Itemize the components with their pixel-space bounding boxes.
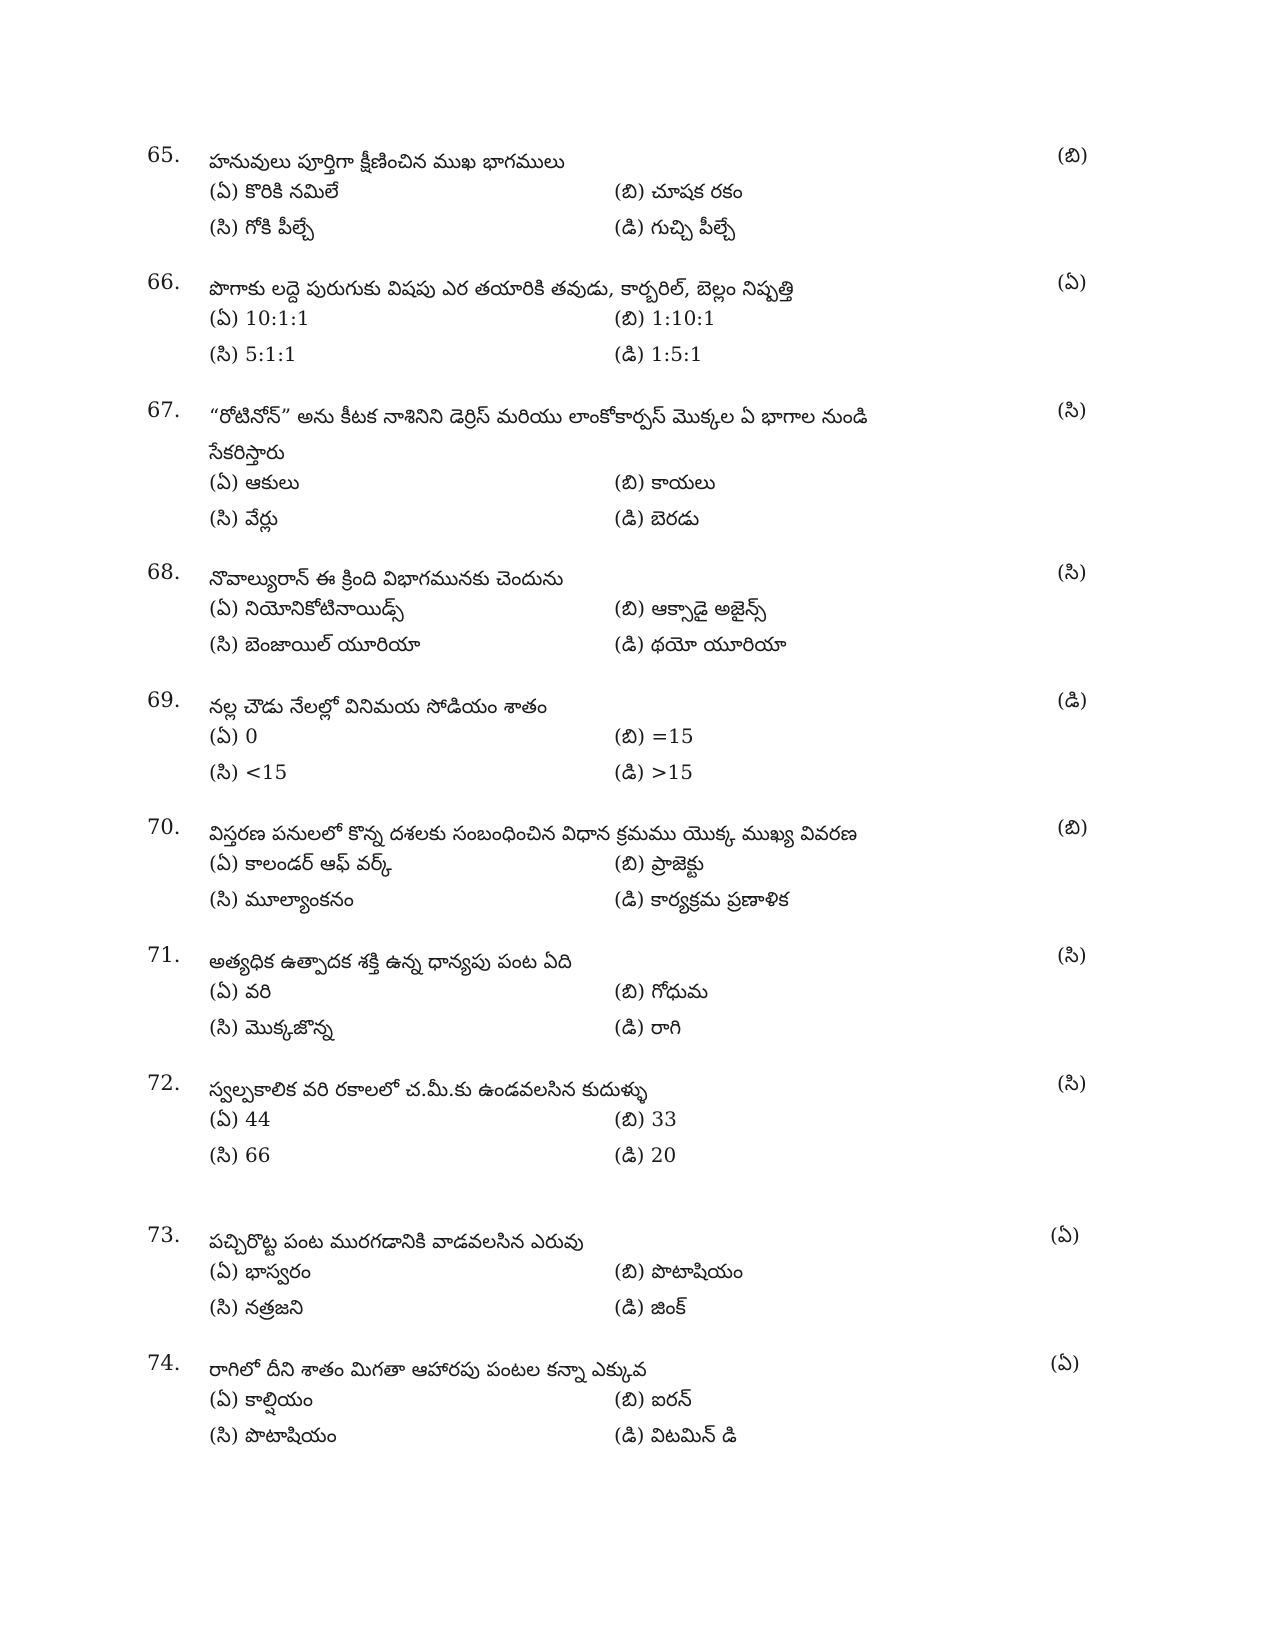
option-b: (బి) ఐరన్: [614, 1387, 692, 1411]
option-c: (సి) గోకి పీల్చే: [209, 215, 314, 239]
option-d: (డి) గుచ్చి పీల్చే: [614, 215, 736, 239]
option-b: (బి) గోధుమ: [614, 979, 709, 1003]
question-text: పచ్చిరొట్ట పంట మురగడానికి వాడవలసిన ఎరువు: [209, 1229, 584, 1253]
option-a: (ఏ) 44: [209, 1107, 271, 1131]
option-c: (సి) నత్రజని: [209, 1295, 304, 1319]
question-number: 73.: [147, 1223, 181, 1247]
question-text: నొవాల్యురాన్ ఈ క్రింది విభాగమునకు చెందును: [209, 566, 564, 590]
option-c: (సి) పొటాషియం: [209, 1423, 337, 1447]
option-d: (డి) థయో యూరియా: [614, 632, 787, 656]
answer-key: (సి): [1057, 560, 1087, 584]
question-text: పొగాకు లద్దె పురుగుకు విషపు ఎర తయారికి తవుడు, కార్బరిల్, బెల్లం నిష్పత్తి: [209, 276, 794, 300]
option-b: (బి) పొటాషియం: [614, 1259, 744, 1283]
option-c: (సి) బెంజాయిల్ యూరియా: [209, 632, 421, 656]
option-b: (బి) ప్రాజెక్టు: [614, 851, 704, 875]
option-d: (డి) 20: [614, 1143, 677, 1167]
option-d: (డి) 1:5:1: [614, 342, 703, 366]
question-number: 68.: [147, 560, 181, 584]
option-d: (డి) బెరడు: [614, 506, 700, 530]
answer-key: (డి): [1057, 688, 1088, 712]
option-a: (ఏ) కాల్షియం: [209, 1387, 314, 1411]
question-number: 74.: [147, 1351, 181, 1375]
option-d: (డి) రాగి: [614, 1015, 682, 1039]
option-a: (ఏ) నియోనికోటినాయిడ్స్: [209, 596, 404, 620]
option-b: (బి) ఆక్సాడై అజైన్స్: [614, 596, 767, 620]
option-d: (డి) విటమిన్ డి: [614, 1423, 737, 1447]
option-b: (బి) 1:10:1: [614, 306, 716, 330]
question-text: అత్యధిక ఉత్పాదక శక్తి ఉన్న ధాన్యపు పంట ఏది: [209, 949, 572, 973]
question-text: హనువులు పూర్తిగా క్షీణించిన ముఖ భాగములు: [209, 149, 565, 173]
answer-key: (బి): [1057, 815, 1089, 839]
answer-key: (సి): [1057, 398, 1087, 422]
answer-key: (ఏ): [1050, 1351, 1080, 1375]
question-number: 65.: [147, 143, 181, 167]
question-text: రాగిలో దీని శాతం మిగతా ఆహారపు పంటల కన్నా ఎక్కువ: [209, 1357, 647, 1381]
option-a: (ఏ) వరి: [209, 979, 272, 1003]
option-b: (బి) 33: [614, 1107, 677, 1131]
answer-key: (సి): [1057, 1071, 1087, 1095]
option-c: (సి) వేర్లు: [209, 506, 279, 530]
option-c: (సి) మూల్యాంకనం: [209, 887, 354, 911]
option-d: (డి) >15: [614, 760, 693, 784]
option-a: (ఏ) 0: [209, 724, 258, 748]
option-a: (ఏ) భాస్వరం: [209, 1259, 311, 1283]
question-text: విస్తరణ పనులలో కొన్న దశలకు సంబంధించిన విధాన క్రమము యొక్క ముఖ్య వివరణ: [209, 821, 858, 845]
option-c: (సి) మొక్కజొన్న: [209, 1015, 334, 1039]
question-number: 67.: [147, 398, 181, 422]
option-d: (డి) కార్యక్రమ ప్రణాళిక: [614, 887, 789, 911]
question-text: నల్ల చౌడు నేలల్లో వినిమయ సోడియం శాతం: [209, 694, 548, 718]
answer-key: (ఏ): [1057, 270, 1087, 294]
option-b: (బి) కాయలు: [614, 470, 716, 494]
answer-key: (సి): [1057, 943, 1087, 967]
option-c: (సి) 66: [209, 1143, 271, 1167]
question-number: 66.: [147, 270, 181, 294]
option-c: (సి) 5:1:1: [209, 342, 297, 366]
option-b: (బి) చూషక రకం: [614, 179, 743, 203]
answer-key: (బి): [1057, 143, 1089, 167]
question-text: స్వల్పకాలిక వరి రకాలలో చ.మీ.కు ఉండవలసిన కుదుళ్ళు: [209, 1077, 648, 1101]
question-number: 70.: [147, 815, 181, 839]
option-a: (ఏ) కొరికి నమిలే: [209, 179, 339, 203]
question-number: 69.: [147, 688, 181, 712]
answer-key: (ఏ): [1050, 1223, 1080, 1247]
option-a: (ఏ) కాలండర్ ఆఫ్ వర్క్: [209, 851, 392, 875]
option-c: (సి) <15: [209, 760, 288, 784]
question-text: “రోటినోన్” అను కీటక నాశినిని డెర్రిస్ మరియు లాంకోకార్పస్ మొక్కల ఏ భాగాల నుండి సేకరిస్తారు: [209, 404, 868, 464]
option-d: (డి) జింక్: [614, 1295, 686, 1319]
option-a: (ఏ) ఆకులు: [209, 470, 300, 494]
option-a: (ఏ) 10:1:1: [209, 306, 310, 330]
question-number: 72.: [147, 1071, 181, 1095]
question-number: 71.: [147, 943, 181, 967]
option-b: (బి) =15: [614, 724, 694, 748]
